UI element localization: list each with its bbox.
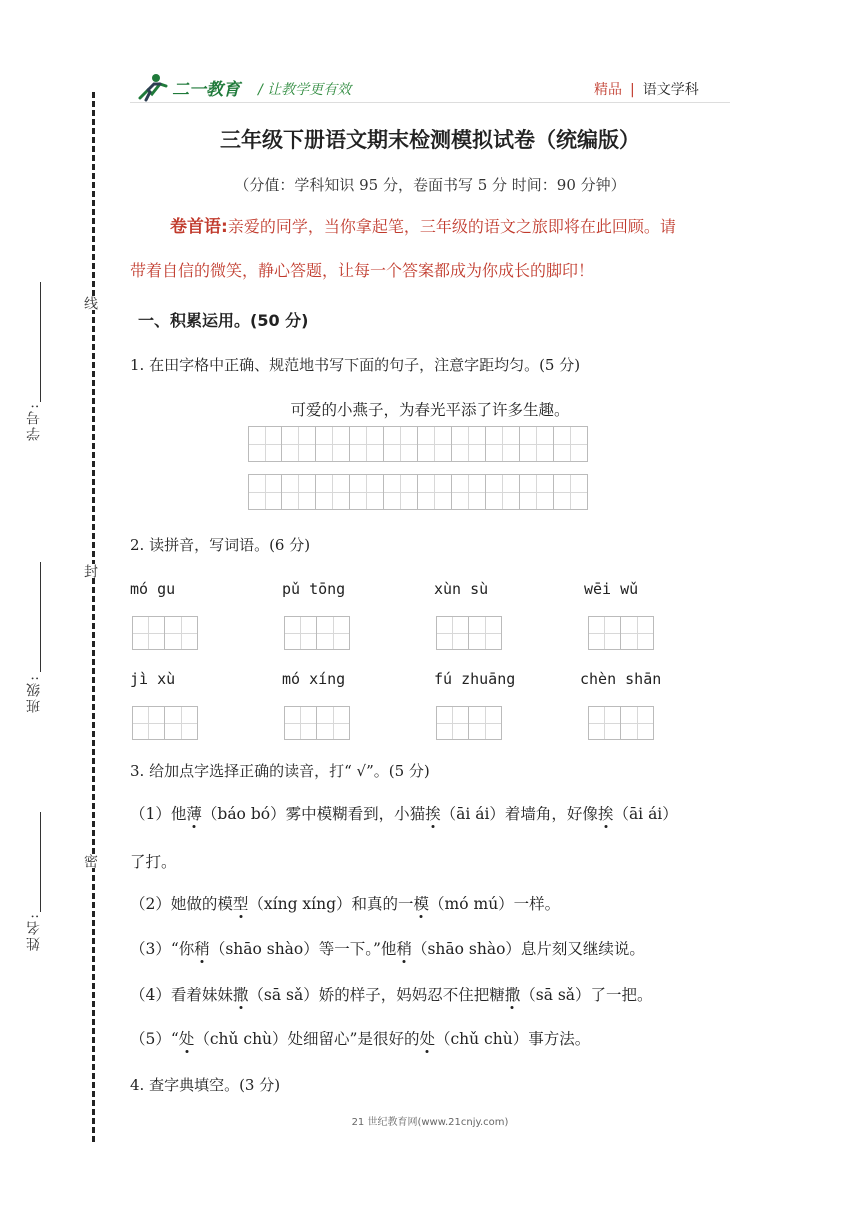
pinyin-4: wēi wǔ: [584, 580, 639, 598]
grid-cell[interactable]: [486, 426, 520, 462]
section-1-heading: 一、积累运用。(50 分): [138, 311, 309, 330]
intro-lead: 卷首语:: [170, 217, 228, 237]
grid-cell[interactable]: [316, 474, 350, 510]
grid-cell[interactable]: [520, 474, 554, 510]
answer-box-5[interactable]: [132, 706, 198, 740]
tag-quality: 精品: [594, 82, 622, 98]
header-tags: [594, 79, 699, 99]
brand-logo: [136, 72, 240, 102]
answer-box-6[interactable]: [284, 706, 350, 740]
writing-grid-row-2[interactable]: [248, 474, 588, 510]
pinyin-7: fú zhuāng: [434, 670, 516, 688]
tag-separator: |: [630, 82, 635, 98]
page-title: 三年级下册语文期末检测模拟试卷（统编版）: [220, 128, 640, 152]
seal-seal-char: 封: [82, 564, 98, 578]
q3-item-3: （3）“你稍（shāo shào）等一下。”他稍（shāo shào）息片刻又继续说。: [130, 937, 645, 959]
grid-cell[interactable]: [316, 426, 350, 462]
page-subtitle: （分值：学科知识 95 分，卷面书写 5 分 时间：90 分钟）: [234, 176, 626, 194]
name-blank: [40, 812, 41, 912]
grid-cell[interactable]: [248, 426, 282, 462]
answer-box-2[interactable]: [284, 616, 350, 650]
q3-item-5: （5）“处（chǔ chù）处细留心”是很好的处（chǔ chù）事方法。: [130, 1027, 590, 1049]
answer-box-7[interactable]: [436, 706, 502, 740]
grid-cell[interactable]: [452, 474, 486, 510]
pinyin-1: mó gu: [130, 580, 176, 598]
intro-text-1: 亲爱的同学，当你拿起笔，三年级的语文之旅即将在此回顾。请: [227, 217, 676, 236]
footer: 21 世纪教育网(www.21cnjy.com): [351, 1117, 509, 1128]
q3-text: 3. 给加点字选择正确的读音，打“ √”。(5 分): [130, 762, 430, 780]
grid-cell[interactable]: [452, 426, 486, 462]
pinyin-2: pǔ tōng: [282, 580, 346, 598]
answer-box-3[interactable]: [436, 616, 502, 650]
q4-text: 4. 查字典填空。(3 分): [130, 1076, 281, 1094]
grid-cell[interactable]: [248, 474, 282, 510]
grid-cell[interactable]: [282, 426, 316, 462]
pinyin-8: chèn shān: [580, 670, 662, 688]
pinyin-5: jì xù: [130, 670, 176, 688]
intro-line-1: [130, 206, 740, 248]
grid-cell[interactable]: [418, 474, 452, 510]
student-no-label: 学号:: [26, 402, 42, 441]
answer-box-8[interactable]: [588, 706, 654, 740]
grid-cell[interactable]: [350, 474, 384, 510]
q3-item-1-cont: 了打。: [130, 853, 177, 871]
header-rule: [130, 102, 730, 103]
intro-line-2: 带着自信的微笑，静心答题，让每一个答案都成为你成长的脚印！: [130, 261, 595, 280]
q2-text: 2. 读拼音，写词语。(6 分): [130, 536, 311, 554]
grid-cell[interactable]: [350, 426, 384, 462]
class-label: 班级:: [26, 674, 42, 713]
q1-text: 1. 在田字格中正确、规范地书写下面的句子，注意字距均匀。(5 分): [130, 356, 581, 374]
grid-cell[interactable]: [520, 426, 554, 462]
grid-cell[interactable]: [384, 426, 418, 462]
grid-cell[interactable]: [554, 426, 588, 462]
tag-subject: 语文学科: [642, 82, 699, 98]
grid-cell[interactable]: [486, 474, 520, 510]
binding-dashed-line: [92, 92, 95, 1142]
name-label: 姓名:: [26, 912, 42, 951]
q3-item-4: （4）看着妹妹撒（sā sǎ）娇的样子，妈妈忍不住把糖撒（sā sǎ）了一把。: [130, 983, 653, 1005]
grid-cell[interactable]: [282, 474, 316, 510]
class-blank: [40, 562, 41, 672]
q3-item-1: （1）他薄（báo bó）雾中模糊看到，小猫挨（āi ái）着墙角，好像挨（āi ái）: [130, 802, 678, 824]
logo-text: 二一教育: [172, 79, 240, 100]
q3-item-2: （2）她做的模型（xíng xíng）和真的一模（mó mú）一样。: [130, 892, 560, 914]
student-no-blank: [40, 282, 41, 402]
grid-cell[interactable]: [554, 474, 588, 510]
pinyin-3: xùn sù: [434, 580, 489, 598]
answer-box-1[interactable]: [132, 616, 198, 650]
q1-sentence: 可爱的小燕子，为春光平添了许多生趣。: [290, 401, 570, 419]
pinyin-6: mó xíng: [282, 670, 346, 688]
seal-secret-char: 密: [82, 854, 98, 868]
answer-box-4[interactable]: [588, 616, 654, 650]
slogan: / 让教学更有效: [258, 82, 352, 98]
grid-cell[interactable]: [418, 426, 452, 462]
writing-grid-row-1[interactable]: [248, 426, 588, 462]
seal-line-char: 线: [82, 296, 98, 310]
grid-cell[interactable]: [384, 474, 418, 510]
runner-icon: [136, 72, 170, 102]
